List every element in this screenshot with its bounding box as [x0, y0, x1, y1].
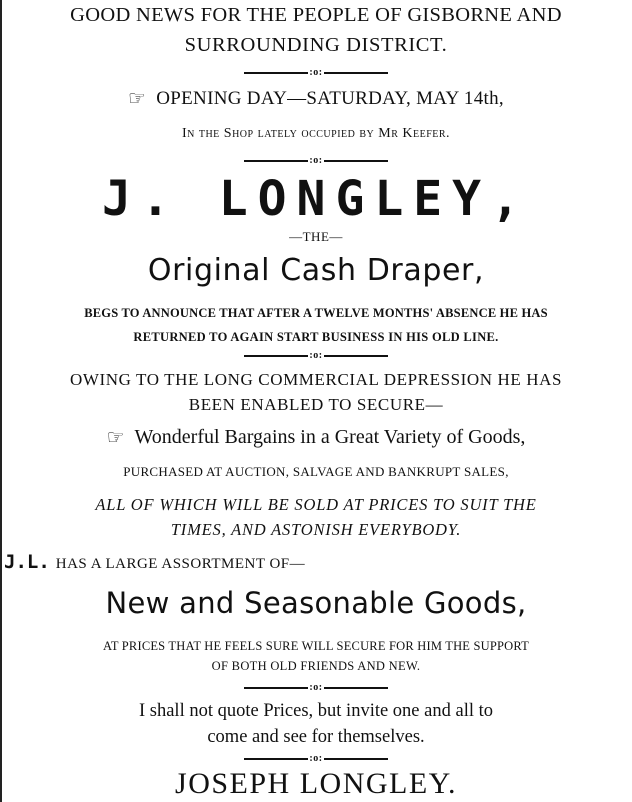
- pointing-hand-icon: ☞: [128, 86, 147, 110]
- merchant-name: J. LONGLEY,: [102, 171, 530, 227]
- separator: :o:: [0, 350, 632, 362]
- assortment-text: HAS A LARGE ASSORTMENT OF—: [55, 556, 306, 572]
- prices-line-1: ALL OF WHICH WILL BE SOLD AT PRICES TO SUIT THE: [95, 495, 537, 514]
- bargains-text: Wonderful Bargains in a Great Variety of Goods,: [134, 426, 526, 448]
- support-line-1: AT PRICES THAT HE FEELS SURE WILL SECURE FOR HIM THE SUPPORT: [102, 639, 529, 653]
- announcement-line-2: RETURNED TO AGAIN START BUSINESS IN HIS OLD LINE.: [133, 330, 499, 344]
- announcement-line-1: BEGS TO ANNOUNCE THAT AFTER A TWELVE MONTHS' ABSENCE HE HAS: [84, 306, 548, 320]
- signature-name: JOSEPH LONGLEY.: [175, 767, 457, 800]
- shop-location: In the Shop lately occupied by Mr Keefer.: [181, 126, 451, 141]
- depression-line-1: OWING TO THE LONG COMMERCIAL DEPRESSION HE HAS: [69, 370, 563, 389]
- opening-day-text: OPENING DAY—SATURDAY, MAY 14th,: [156, 88, 504, 109]
- goods-title: New and Seasonable Goods,: [105, 586, 527, 620]
- invite-line-2: come and see for themselves.: [207, 727, 425, 747]
- depression-line-2: BEEN ENABLED TO SECURE—: [188, 395, 444, 414]
- auction-sources: PURCHASED AT AUCTION, SALVAGE AND BANKRUPT SALES,: [123, 464, 509, 479]
- initials: J.L.: [4, 551, 50, 573]
- the-label: —THE—: [289, 229, 343, 244]
- prices-line-2: TIMES, AND ASTONISH EVERYBODY.: [170, 520, 462, 539]
- separator: :o:: [0, 682, 632, 694]
- assortment-line: [4, 552, 604, 574]
- pointing-hand-icon: ☞: [106, 425, 125, 449]
- separator: :o:: [0, 67, 632, 79]
- draper-title: Original Cash Draper,: [147, 253, 485, 288]
- opening-day-line: [0, 86, 632, 111]
- headline-line-1: GOOD NEWS FOR THE PEOPLE OF GISBORNE AND: [70, 4, 562, 26]
- separator: :o:: [0, 155, 632, 167]
- separator: :o:: [0, 753, 632, 765]
- support-line-2: OF BOTH OLD FRIENDS AND NEW.: [211, 659, 421, 673]
- invite-line-1: I shall not quote Prices, but invite one and all to: [138, 701, 493, 721]
- bargains-line: [0, 424, 632, 450]
- headline-line-2: SURROUNDING DISTRICT.: [184, 34, 448, 56]
